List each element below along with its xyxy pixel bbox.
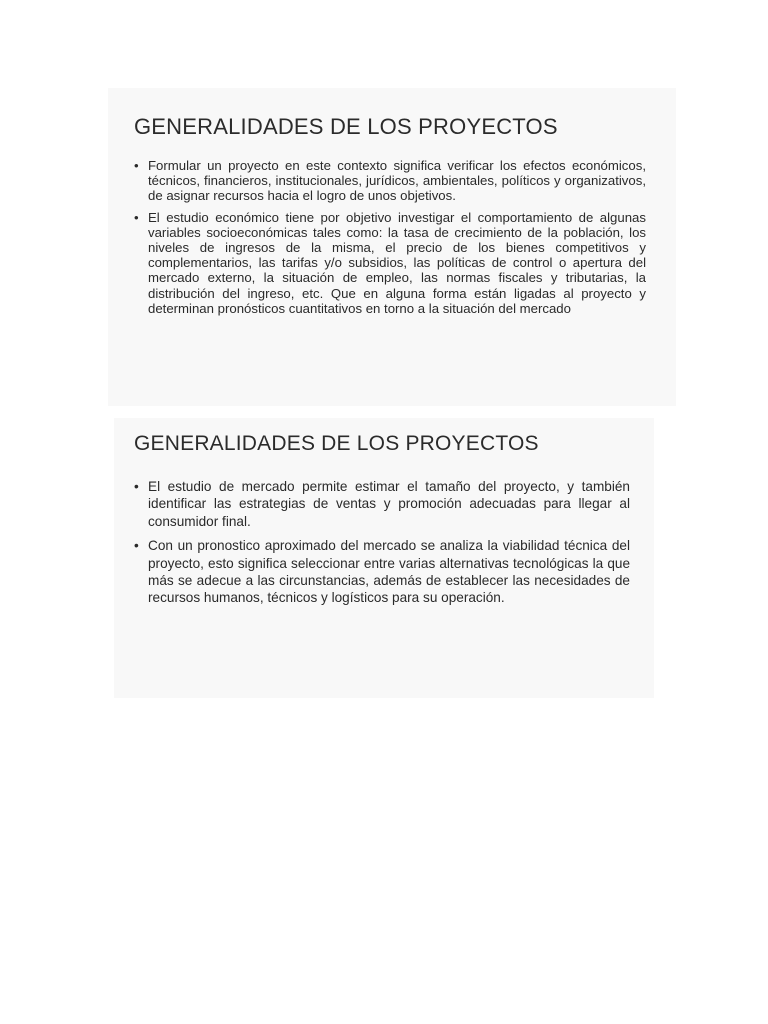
slide-title: GENERALIDADES DE LOS PROYECTOS (134, 114, 558, 139)
bullet-text: El estudio económico tiene por objetivo investigar el comportamiento de algunas variables socioeconómicas tales como: la tasa de crecimiento de la población, los niveles de ingresos de la misma, el precio de los bienes competitivos y complementarios, las tarifas y/o subsidios, las políticas de control o apertura del mercado externo, la situación de empleo, las normas fiscales y tributarias, la distribución del ingreso, etc. Que en alguna forma están ligadas al proyecto y determinan pronósticos cuantitativos en torno a la situación del mercado (148, 209, 646, 316)
bullet-icon: • (134, 158, 139, 173)
bullet-item (134, 210, 646, 316)
bullet-text: Formular un proyecto en este contexto significa verificar los efectos económicos, técnicos, financieros, institucionales, jurídicos, ambientales, políticos y organizativos, de asignar recursos hacia el logro de unos objetivos. (148, 158, 646, 204)
bullet-text: El estudio de mercado permite estimar el tamaño del proyecto, y también identificar las estrategias de ventas y promoción adecuadas para llegar al consumidor final. (148, 479, 630, 529)
bullet-list (134, 478, 630, 607)
bullet-icon: • (134, 209, 139, 225)
bullet-item (134, 478, 630, 530)
slide-1 (108, 88, 676, 406)
slide-title: GENERALIDADES DE LOS PROYECTOS (134, 432, 539, 455)
bullet-icon: • (134, 538, 139, 554)
bullet-item (134, 537, 630, 607)
bullet-item (134, 158, 646, 204)
bullet-icon: • (134, 479, 139, 494)
bullet-text: Con un pronostico aproximado del mercado se analiza la viabilidad técnica del proyecto, esto significa seleccionar entre varias alternativas tecnológicas la que más se adecue a las circunstancias, además de establecer las necesidades de recursos humanos, técnicos y logísticos para su operación. (148, 538, 630, 606)
slide-2 (114, 418, 654, 698)
bullet-list (134, 158, 646, 316)
